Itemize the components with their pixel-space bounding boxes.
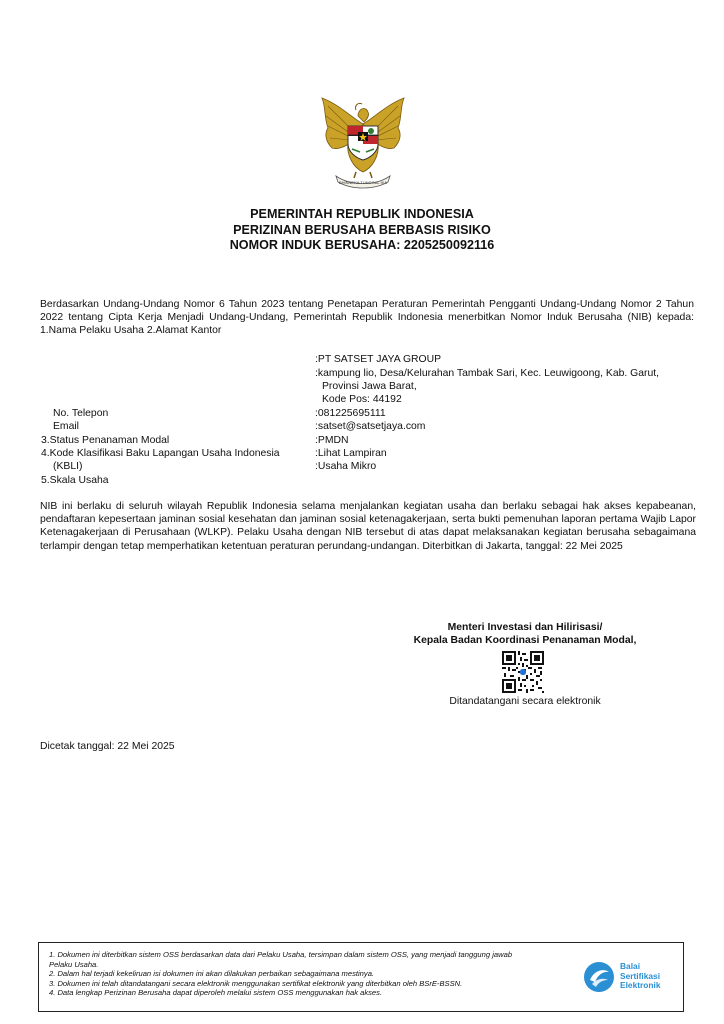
footer-notes-list <box>39 943 609 998</box>
signatory-title-line-2: Kepala Badan Koordinasi Penanaman Modal, <box>413 635 637 646</box>
footer-note: 2. Dalam hal terjadi kekeliruan isi dokumen ini akan dilakukan perbaikan sebagaimana mestinya. <box>49 969 375 979</box>
company-name-value: :PT SATSET JAYA GROUP <box>315 354 442 365</box>
qr-code-icon <box>502 651 544 693</box>
bsre-line-3: Elektronik <box>620 980 661 991</box>
intro-paragraph: Berdasarkan Undang-Undang Nomor 6 Tahun 2023 tentang Penetapan Peraturan Pemerintah Pengganti Undang-Undang Nomor 2 Tahun 2022 tentang Cipta Kerja Menjadi Undang-Undang, Pemerintah Republik Indonesia menerbitkan Nomor Induk Berusaha (NIB) kepada: 1.Nama Pelaku Usaha 2.Alamat Kantor <box>40 299 694 337</box>
email-label: Email <box>53 421 79 432</box>
electronic-signature-text: Ditandatangani secara elektronik <box>449 696 601 707</box>
signatory-title <box>400 621 650 647</box>
address-line-2: Provinsi Jawa Barat, <box>322 381 417 392</box>
header-nib-number: NOMOR INDUK BERUSAHA: 2205250092116 <box>229 238 495 252</box>
bsre-line-2: Sertifikasi <box>620 970 661 981</box>
emblem-motto: BHINNEKA TUNGGAL IKA <box>338 180 388 185</box>
garuda-emblem-icon <box>310 94 416 190</box>
bsre-logo-text <box>620 962 661 991</box>
printed-date: Dicetak tanggal: 22 Mei 2025 <box>40 741 175 752</box>
footer-note-continuation: Pelaku Usaha. <box>49 959 99 969</box>
investment-status-value: :PMDN <box>315 435 349 446</box>
footer-note: 1. Dokumen ini diterbitkan sistem OSS berdasarkan data dari Pelaku Usaha, tersimpan dalam sistem OSS, yang menjadi tanggung jawab <box>49 950 513 959</box>
business-scale-label: 5.Skala Usaha <box>41 475 109 486</box>
bsre-line-1: Balai <box>620 961 641 971</box>
phone-label: No. Telepon <box>53 408 109 419</box>
address-line-3: Kode Pos: 44192 <box>322 394 402 405</box>
address-line-3-wrap <box>315 393 695 406</box>
kbli-label-abbrev: (KBLI) <box>53 461 83 472</box>
footer-note: 3. Dokumen ini telah ditandatangani secara elektronik menggunakan sertifikat elektronik yang diterbitkan oleh BSrE-BSSN. <box>49 978 463 988</box>
address-line-1: :kampung lio, Desa/Kelurahan Tambak Sari, Kec. Leuwigoong, Kab. Garut, <box>315 368 660 379</box>
bsre-logo-icon <box>582 960 616 994</box>
footer-note: 4. Data lengkap Perizinan Berusaha dapat diperoleh melalui sistem OSS menggunakan hak akses. <box>49 988 383 998</box>
phone-value: :081225695111 <box>315 408 386 419</box>
header-government: PEMERINTAH REPUBLIK INDONESIA <box>250 207 474 221</box>
kbli-label: 4.Kode Klasifikasi Baku Lapangan Usaha Indonesia <box>41 448 280 459</box>
validity-paragraph: NIB ini berlaku di seluruh wilayah Republik Indonesia selama menjalankan kegiatan usaha dan berlaku sebagai hak akses kepabeanan, pendaftaran kepesertaan jaminan sosial kesehatan dan jaminan sosial ketenagakerjaan, serta bukti pemenuhan laporan pertama Wajib Lapor Ketenagakerjaan di Perusahaan (WLKP). Pelaku Usaha dengan NIB tersebut di atas dapat melaksanakan kegiatan berusaha sebagaimana terlampir dengan tetap memperhatikan ketentuan peraturan perundang-undangan. Diterbitkan di Jakarta, tanggal: 22 Mei 2025 <box>40 501 696 552</box>
address-line-2-wrap <box>315 380 695 393</box>
business-scale-value: :Usaha Mikro <box>315 461 377 472</box>
email-value: :satset@satsetjaya.com <box>315 421 426 432</box>
kbli-value: :Lihat Lampiran <box>315 448 387 459</box>
header-license-type: PERIZINAN BERUSAHA BERBASIS RISIKO <box>233 222 491 237</box>
document-header <box>0 207 724 254</box>
investment-status-label: 3.Status Penanaman Modal <box>41 435 170 446</box>
signatory-title-line-1: Menteri Investasi dan Hilirisasi/ <box>447 622 603 633</box>
